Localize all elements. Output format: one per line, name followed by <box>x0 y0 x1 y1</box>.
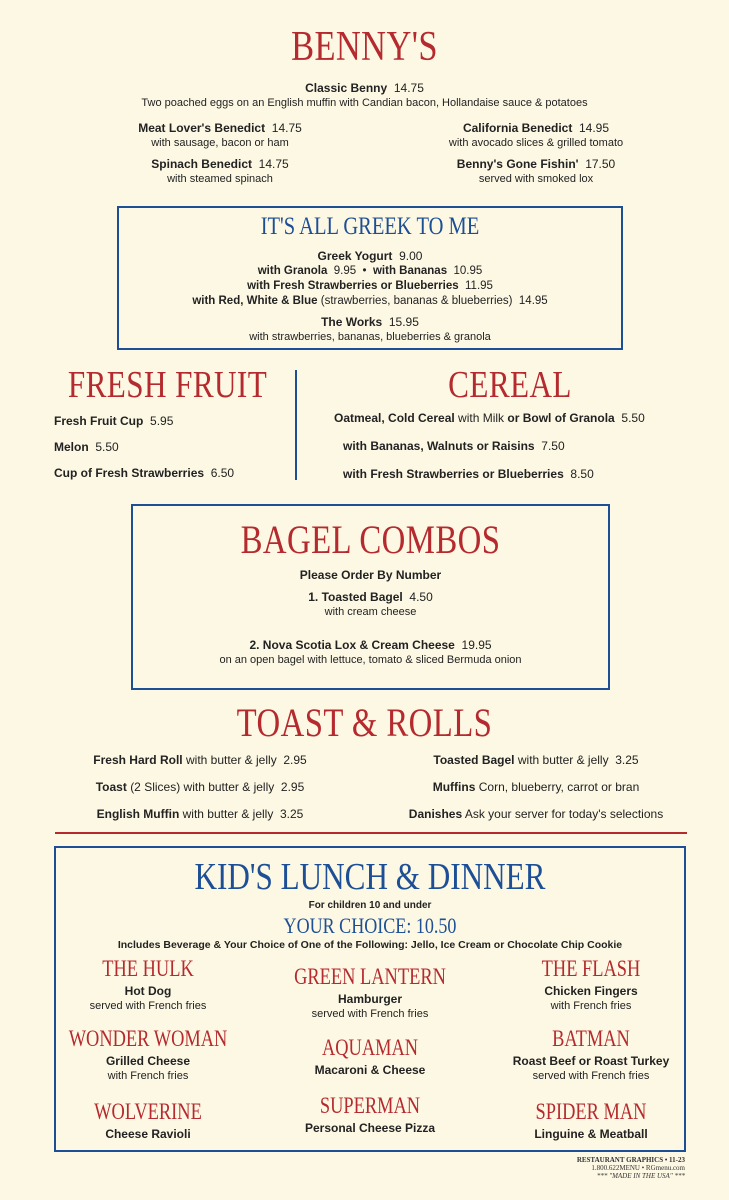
kids-choice: YOUR CHOICE: 10.50 <box>283 913 457 938</box>
hero-item: Roast Beef or Roast Turkey <box>512 1054 670 1068</box>
hero-desc: served with French fries <box>89 1000 207 1012</box>
hero-item: Hot Dog <box>124 984 172 998</box>
hero-name: GREEN LANTERN <box>294 964 446 989</box>
item-price: 7.50 <box>541 439 565 453</box>
fruit-section <box>40 366 295 404</box>
vertical-divider <box>295 370 297 480</box>
list-item <box>396 780 676 795</box>
menu-item <box>396 157 676 186</box>
item-price: 14.75 <box>271 121 302 135</box>
item-desc: (2 Slices) with butter & jelly <box>130 780 275 794</box>
item-desc: with steamed spinach <box>167 173 273 185</box>
kid-item-wonder-woman <box>48 1027 248 1083</box>
list-item <box>396 753 676 768</box>
list-item <box>60 780 340 795</box>
works-desc: with strawberries, bananas, blueberries & granola <box>249 331 491 343</box>
hero-item: Linguine & Meatball <box>534 1127 648 1141</box>
item-desc: with butter & jelly <box>185 753 277 767</box>
item-name: Danishes <box>408 807 463 821</box>
kids-header <box>54 858 686 952</box>
hero-item: Grilled Cheese <box>105 1054 191 1068</box>
item-name: Meat Lover's Benedict <box>138 121 266 135</box>
bagel-item-name: 2. Nova Scotia Lox & Cream Cheese <box>249 638 455 652</box>
bennys-left-column <box>80 121 360 186</box>
classic-benny-price: 14.75 <box>393 81 424 95</box>
item-price: 5.50 <box>95 440 119 454</box>
cereal-title: CEREAL <box>448 364 572 406</box>
bagel-section <box>131 517 610 667</box>
item-name: California Benedict <box>462 121 573 135</box>
option-label: with Bananas <box>372 265 448 277</box>
item-price: 2.95 <box>280 780 305 794</box>
kids-subtitle: For children 10 and under <box>308 900 432 911</box>
item-name: Toast <box>95 780 127 794</box>
list-item <box>54 414 234 429</box>
list-item <box>60 807 340 822</box>
list-item <box>343 439 645 454</box>
cereal-list <box>334 411 645 482</box>
greek-title: IT'S ALL GREEK TO ME <box>260 213 480 240</box>
hero-desc: with French fries <box>550 1000 632 1012</box>
kid-item-green-lantern <box>270 965 470 1021</box>
menu-item <box>80 157 360 186</box>
item-desc: with Milk <box>454 411 508 425</box>
item-price: 2.95 <box>283 753 307 767</box>
fruit-title: FRESH FRUIT <box>67 364 268 406</box>
list-item <box>334 411 645 426</box>
option-label: with Granola <box>257 265 328 277</box>
hero-name: WOLVERINE <box>94 1099 202 1124</box>
greek-yogurt-price: 9.00 <box>399 249 423 263</box>
toast-title: TOAST & ROLLS <box>236 700 493 745</box>
item-name: Toasted Bagel <box>433 753 515 767</box>
bennys-right-column <box>396 121 676 186</box>
bagel-item-price: 19.95 <box>461 638 492 652</box>
classic-benny-desc: Two poached eggs on an English muffin with Candian bacon, Hollandaise sauce & potatoes <box>141 97 588 109</box>
greek-section <box>117 214 623 344</box>
cereal-section <box>340 366 680 404</box>
item-name: English Muffin <box>96 807 180 821</box>
option-price: 11.95 <box>465 280 493 292</box>
bagel-title: BAGEL COMBOS <box>240 517 501 562</box>
item-desc: Corn, blueberry, carrot or bran <box>478 780 640 794</box>
bagel-item-desc: on an open bagel with lettuce, tomato & sliced Bermuda onion <box>219 654 522 666</box>
kid-item-wolverine <box>48 1100 248 1142</box>
footer-brand: RESTAURANT GRAPHICS • 11-23 <box>576 1156 685 1164</box>
item-name: Benny's Gone Fishin' <box>456 157 579 171</box>
option-price: 10.95 <box>453 265 483 277</box>
item-price: 14.75 <box>258 157 289 171</box>
item-price: 14.95 <box>579 121 610 135</box>
hero-name: SUPERMAN <box>319 1093 421 1118</box>
option-label: with Fresh Strawberries or Blueberries <box>247 280 459 292</box>
greek-options-row <box>117 264 623 279</box>
footer-contact: 1.800.622MENU • RGmenu.com <box>591 1164 685 1172</box>
classic-benny <box>0 81 729 110</box>
toast-section <box>0 700 729 745</box>
kid-item-superman <box>270 1094 470 1136</box>
item-name: Melon <box>54 440 89 454</box>
works-price: 15.95 <box>388 315 419 329</box>
option-detail: (strawberries, bananas & blueberries) <box>320 295 513 307</box>
item-name: or Bowl of Granola <box>507 411 615 425</box>
toast-left-column <box>60 753 340 822</box>
option-label: with Red, White & Blue <box>192 295 318 307</box>
kid-item-flash <box>491 957 691 1013</box>
item-price: 3.25 <box>615 753 639 767</box>
item-price: 5.95 <box>150 414 174 428</box>
hero-item: Personal Cheese Pizza <box>304 1121 436 1135</box>
bagel-item-desc: with cream cheese <box>324 606 417 618</box>
hero-desc: served with French fries <box>532 1070 650 1082</box>
fruit-list <box>54 414 234 481</box>
bagel-item-price: 4.50 <box>409 590 433 604</box>
greek-yogurt-name: Greek Yogurt <box>317 249 393 263</box>
option-price: 14.95 <box>518 295 548 307</box>
item-price: 3.25 <box>280 807 304 821</box>
item-name: Fresh Fruit Cup <box>54 414 144 428</box>
list-item <box>396 807 676 822</box>
hero-name: AQUAMAN <box>321 1035 419 1060</box>
bullet-separator: • <box>362 265 367 277</box>
hero-name: SPIDER MAN <box>535 1099 647 1124</box>
hero-name: THE FLASH <box>541 956 641 981</box>
footer-credit <box>577 1156 685 1180</box>
hero-desc: served with French fries <box>311 1008 429 1020</box>
item-price: 8.50 <box>570 467 594 481</box>
kids-includes: Includes Beverage & Your Choice of One of the Following: Jello, Ice Cream or Chocolate Chip Cookie <box>117 939 623 951</box>
item-name: Fresh Hard Roll <box>93 753 183 767</box>
bagel-item-name: 1. Toasted Bagel <box>308 590 403 604</box>
bagel-note: Please Order By Number <box>299 568 442 582</box>
item-name: with Bananas, Walnuts or Raisins <box>343 439 535 453</box>
kids-title: KID'S LUNCH & DINNER <box>194 856 546 898</box>
kid-item-aquaman <box>270 1036 470 1078</box>
item-desc: Ask your server for today's selections <box>464 807 664 821</box>
section-divider <box>55 832 687 834</box>
hero-name: THE HULK <box>102 956 194 981</box>
kid-item-batman <box>491 1027 691 1083</box>
item-price: 17.50 <box>585 157 616 171</box>
item-desc: served with smoked lox <box>478 173 594 185</box>
item-name: Cup of Fresh Strawberries <box>54 466 205 480</box>
item-name: with Fresh Strawberries or Blueberries <box>343 467 564 481</box>
hero-item: Macaroni & Cheese <box>314 1063 426 1077</box>
item-desc: with butter & jelly <box>517 753 609 767</box>
works-name: The Works <box>321 315 383 329</box>
menu-item <box>80 121 360 150</box>
list-item <box>343 467 645 482</box>
hero-item: Hamburger <box>337 992 402 1006</box>
item-name: Oatmeal, Cold Cereal <box>334 411 455 425</box>
toast-right-column <box>396 753 676 822</box>
item-price: 6.50 <box>210 466 235 480</box>
hero-name: WONDER WOMAN <box>68 1026 228 1051</box>
item-desc: with sausage, bacon or ham <box>151 137 289 149</box>
hero-item: Cheese Ravioli <box>105 1127 191 1141</box>
hero-name: BATMAN <box>552 1026 630 1051</box>
kid-item-hulk <box>48 957 248 1013</box>
item-name: Spinach Benedict <box>151 157 252 171</box>
hero-item: Chicken Fingers <box>544 984 638 998</box>
menu-item <box>396 121 676 150</box>
item-name: Muffins <box>432 780 476 794</box>
list-item <box>54 440 234 455</box>
bennys-section <box>0 26 729 68</box>
bennys-title: BENNY'S <box>291 24 438 70</box>
footer-made: *** "MADE IN THE USA" *** <box>596 1172 685 1180</box>
kid-item-spider-man <box>491 1100 691 1142</box>
hero-desc: with French fries <box>107 1070 189 1082</box>
option-price: 9.95 <box>333 265 357 277</box>
item-price: 5.50 <box>621 411 645 425</box>
item-desc: with butter & jelly <box>182 807 274 821</box>
list-item <box>54 466 234 481</box>
list-item <box>60 753 340 768</box>
classic-benny-name: Classic Benny <box>305 81 388 95</box>
item-desc: with avocado slices & grilled tomato <box>448 137 624 149</box>
